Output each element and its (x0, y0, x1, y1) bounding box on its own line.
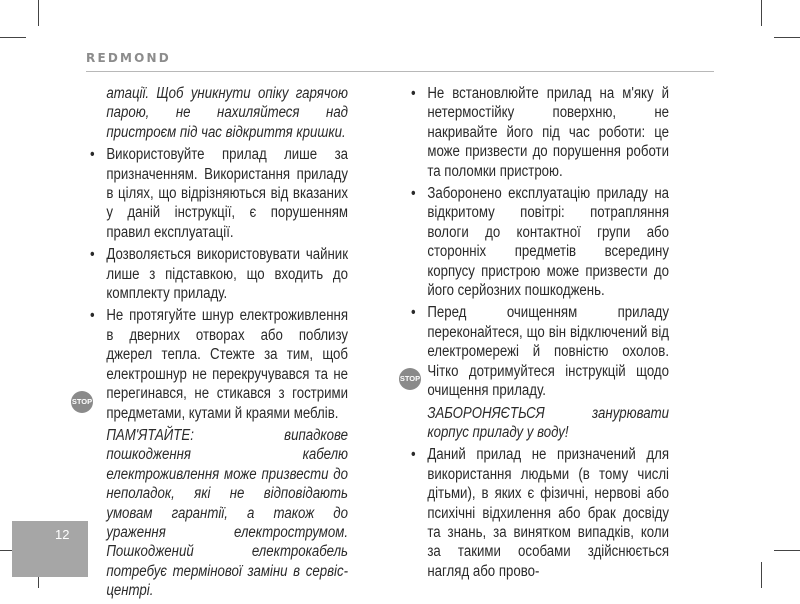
stop-note (90, 426, 348, 601)
crop-mark (774, 37, 800, 38)
stop-icon: STOP (71, 391, 93, 413)
list-item-text: Не встановлюйте прилад на м'яку й нетермостійку поверхню, не накривайте його під час роботи: це може призвести до порушення роботи та поломки пристрою. (427, 85, 669, 180)
right-column (411, 84, 669, 584)
bullet-icon: • (411, 304, 416, 322)
stop-note (411, 404, 669, 443)
page-number-box (12, 521, 88, 577)
left-column (90, 84, 348, 604)
list-item-text: Перед очищенням приладу переконайтеся, що він відключений від електромережі й повністю охолов. Чітко дотримуйтеся інструкцій щодо очищення приладу. (427, 304, 669, 400)
list-item (411, 303, 669, 400)
list-item (411, 84, 669, 181)
list-item (90, 145, 348, 242)
bullet-icon: • (411, 185, 416, 203)
bullet-icon: • (90, 146, 95, 164)
list-item (411, 184, 669, 300)
bullet-icon: • (411, 85, 416, 102)
list-item-text: Не протягуйте шнур електроживлення в дверних отворах або поблизу джерел тепла. Стежте за тим, щоб електрошнур не перекручувався та не перегинався, не стикався з гострими предметами, кутами й краями меблів. (106, 307, 348, 422)
crop-mark (761, 562, 762, 588)
stop-note-text: ПАМ'ЯТАЙТЕ: випадкове пошкодження кабелю електроживлення може призвести до неполадок, які не відповідають умовам гарантії, а також до ураження електрострумом. Пошкоджений електрокабель потребує термінової заміни в сервіс-центрі. (106, 426, 348, 600)
list-item-text: Дозволяється використовувати чайник лише з підставкою, що входить до комплекту приладу. (106, 246, 348, 303)
crop-mark (0, 37, 26, 38)
list-item-text: Даний прилад не призначений для використання людьми (в тому числі дітьми), в яких є фізичні, нервові або психічні відхилення або брак досвіду та знань, за винятком випадків, коли за такими особами здійснюється нагляд або прово- (427, 446, 669, 580)
list-item-text: Заборонено експлуатацію приладу на відкритому повітрі: потрапляння вологи до контактної групи або сторонніх предметів всередину корпусу пристрою може призвести до його серйозних пошкоджень. (427, 185, 669, 300)
crop-mark (761, 0, 762, 26)
bullet-icon: • (411, 446, 416, 464)
crop-mark (774, 550, 800, 551)
list-item (90, 245, 348, 303)
stop-icon: STOP (399, 368, 421, 390)
page-number: 12 (55, 527, 70, 542)
list-item (90, 306, 348, 422)
brand-logo: REDMOND (86, 51, 171, 65)
bullet-icon: • (90, 307, 95, 325)
continuation-text: атації. Щоб уникнути опіку гарячою парою, не нахиляйтеся над пристроєм під час відкриття кришки. (106, 85, 348, 141)
bullet-icon: • (90, 246, 95, 264)
list-item (411, 445, 669, 581)
stop-note-text: ЗАБОРОНЯЄТЬСЯ занурювати корпус приладу у воду! (427, 404, 669, 441)
crop-mark (38, 0, 39, 26)
header-rule (86, 71, 714, 72)
list-item-text: Використовуйте прилад лише за призначенням. Використання приладу в цілях, що відрізняються від вказаних у даній інструкції, є порушенням правил експлуатації. (106, 146, 348, 241)
